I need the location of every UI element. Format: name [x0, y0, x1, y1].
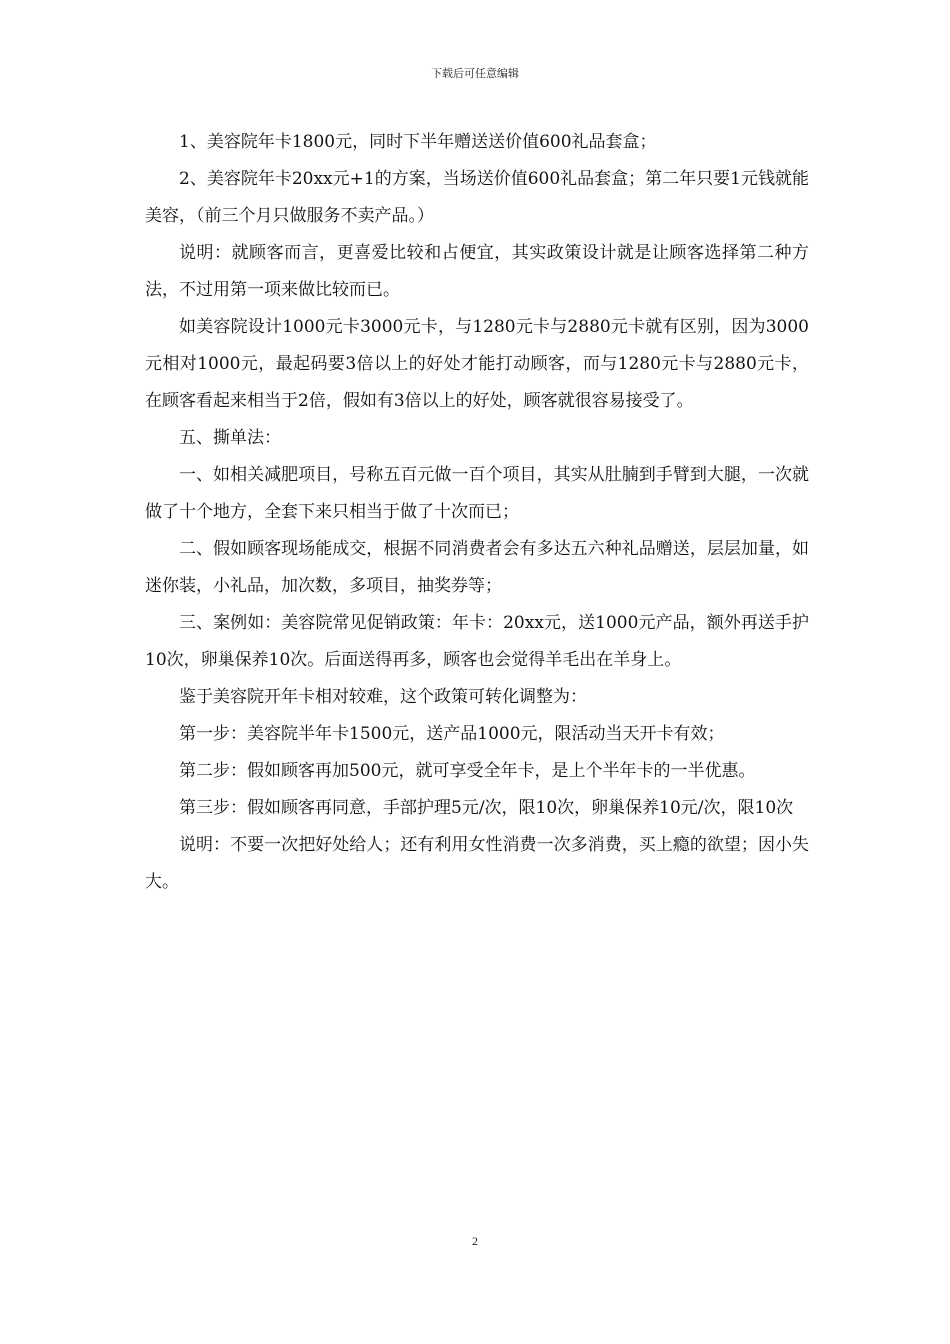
page-number: 2: [472, 1234, 478, 1248]
paragraph-6: 一、如相关减肥项目，号称五百元做一百个项目，其实从肚腩到手臂到大腿，一次就做了十个地方，全套下来只相当于做了十次而已；: [145, 465, 809, 522]
paragraph-11: 第二步：假如顾客再加500元，就可享受全年卡，是上个半年卡的一半优惠。: [179, 761, 756, 781]
paragraph-3: 说明：就顾客而言，更喜爱比较和占便宜，其实政策设计就是让顾客选择第二种方法，不过用第一项来做比较而已。: [145, 243, 809, 300]
paragraph-2: 2、美容院年卡20xx元+1的方案，当场送价值600礼品套盒；第二年只要1元钱就能美容，（前三个月只做服务不卖产品。）: [145, 169, 809, 226]
paragraph-1: 1、美容院年卡1800元，同时下半年赠送送价值600礼品套盒；: [179, 132, 657, 152]
paragraph-7: 二、假如顾客现场能成交，根据不同消费者会有多达五六种礼品赠送，层层加量，如迷你装，小礼品，加次数，多项目，抽奖券等；: [145, 539, 809, 596]
page-header: 下载后可任意编辑: [431, 67, 519, 80]
section-heading: 五、撕单法：: [179, 428, 281, 448]
paragraph-10: 第一步：美容院半年卡1500元，送产品1000元，限活动当天开卡有效；: [179, 724, 725, 744]
paragraph-13: 说明：不要一次把好处给人；还有利用女性消费一次多消费，买上瘾的欲望；因小失大。: [145, 835, 809, 892]
paragraph-4: 如美容院设计1000元卡3000元卡，与1280元卡与2880元卡就有区别，因为3000元相对1000元，最起码要3倍以上的好处才能打动顾客，而与1280元卡与2880元卡，在顾客看起来相当于2倍，假如有3倍以上的好处，顾客就很容易接受了。: [145, 317, 809, 411]
paragraph-12: 第三步：假如顾客再同意，手部护理5元/次，限10次，卵巢保养10元/次，限10次: [179, 798, 794, 818]
paragraph-9: 鉴于美容院开年卡相对较难，这个政策可转化调整为：: [179, 687, 587, 707]
paragraph-8: 三、案例如：美容院常见促销政策：年卡：20xx元，送1000元产品，额外再送手护10次，卵巢保养10次。后面送得再多，顾客也会觉得羊毛出在羊身上。: [145, 613, 809, 670]
document-body: [145, 124, 809, 901]
